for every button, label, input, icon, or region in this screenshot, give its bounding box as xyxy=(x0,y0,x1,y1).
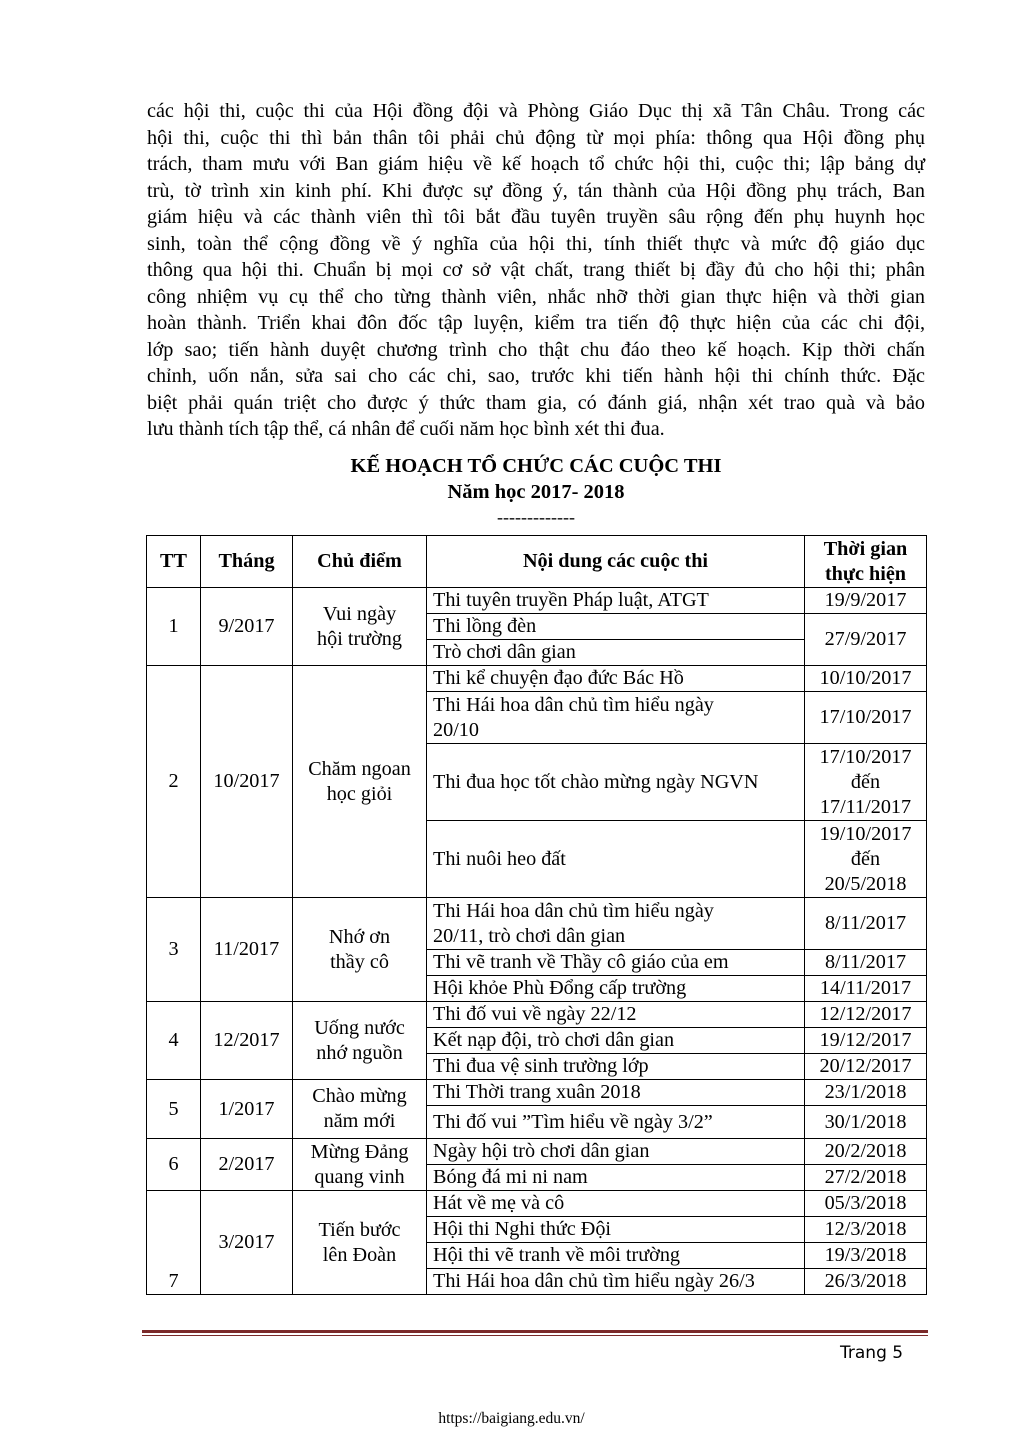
row-tt: 3 xyxy=(147,898,201,1002)
content-line: Thi Hái hoa dân chủ tìm hiểu ngày xyxy=(433,899,714,922)
table-row xyxy=(147,898,927,950)
time-line: đến xyxy=(850,770,881,793)
row-content: Thi lồng đèn xyxy=(427,614,805,640)
theme-line: Nhớ ơn xyxy=(328,925,391,948)
table-row xyxy=(147,1080,927,1106)
header-time-line: thực hiện xyxy=(824,562,907,585)
content-line: 20/11, trò chơi dân gian xyxy=(433,924,626,947)
header-time xyxy=(805,536,927,588)
time-line: 20/5/2018 xyxy=(824,872,907,895)
row-content: Hội khỏe Phù Đổng cấp trường xyxy=(427,976,805,1002)
theme-line: quang vinh xyxy=(314,1165,405,1188)
row-time: 27/2/2018 xyxy=(805,1165,927,1191)
row-content: Thi đố vui về ngày 22/12 xyxy=(427,1002,805,1028)
table-row xyxy=(147,588,927,614)
theme-line: Chào mừng xyxy=(312,1085,407,1107)
row-time: 19/12/2017 xyxy=(805,1028,927,1054)
header-theme: Chủ điểm xyxy=(293,536,427,588)
row-tt: 5 xyxy=(147,1080,201,1139)
row-content xyxy=(427,898,805,950)
paragraph-line: trù, tờ trình xin kinh phí. Khi được sự đồng ý, tán thành của Hội đồng phụ trách, Ban xyxy=(147,179,925,202)
time-line: 19/10/2017 xyxy=(819,822,912,845)
table-row xyxy=(147,1002,927,1028)
content-line: Thi Hái hoa dân chủ tìm hiểu ngày xyxy=(433,693,714,716)
row-tt: 6 xyxy=(147,1139,201,1191)
header-content: Nội dung các cuộc thi xyxy=(427,536,805,588)
theme-line: thầy cô xyxy=(330,950,389,973)
row-content: Thi đố vui ”Tìm hiểu về ngày 3/2” xyxy=(427,1106,805,1139)
row-time: 14/11/2017 xyxy=(805,976,927,1002)
paragraph-line: hoàn thành. Triển khai đôn đốc tập luyện, kiểm tra tiến độ thực hiện của các chi đội, xyxy=(147,312,925,334)
theme-line: Vui ngày xyxy=(322,602,397,625)
paragraph-line: lớp sao; tiến hành duyệt chương trình cho thật chu đáo theo kế hoạch. Kịp thời chấn xyxy=(147,338,925,361)
row-time: 10/10/2017 xyxy=(805,666,927,692)
row-month: 9/2017 xyxy=(201,588,293,666)
table-row xyxy=(147,1191,927,1217)
row-time: 12/3/2018 xyxy=(805,1217,927,1243)
row-time: 05/3/2018 xyxy=(805,1191,927,1217)
row-time: 20/12/2017 xyxy=(805,1054,927,1080)
row-month: 12/2017 xyxy=(201,1002,293,1080)
paragraph-line: sinh, toàn thể cộng đồng về ý nghĩa của hội thi, tính thiết thực và mức độ giáo dục xyxy=(147,232,925,255)
theme-line: Mừng Đảng xyxy=(310,1140,409,1163)
row-time: 26/3/2018 xyxy=(805,1269,927,1295)
paragraph-line: chỉnh, uốn nắn, sửa sai cho các chi, sao, trước khi tiến hành hội thi chính thức. Đặc xyxy=(147,365,925,387)
paragraph-line: các hội thi, cuộc thi của Hội đồng đội và Phòng Giáo Dục thị xã Tân Châu. Trong các xyxy=(147,100,925,122)
row-time: 12/12/2017 xyxy=(805,1002,927,1028)
theme-line: Tiến bước xyxy=(318,1218,401,1241)
header-tt: TT xyxy=(147,536,201,588)
row-content: Kết nạp đội, trò chơi dân gian xyxy=(427,1028,805,1054)
row-time xyxy=(805,821,927,898)
plan-subtitle: Năm học 2017- 2018 xyxy=(447,481,625,503)
time-line: đến xyxy=(850,847,881,870)
row-theme xyxy=(293,588,427,666)
row-content: Ngày hội trò chơi dân gian xyxy=(427,1139,805,1165)
row-time: 27/9/2017 xyxy=(805,614,927,666)
row-tt: 4 xyxy=(147,1002,201,1080)
row-content: Hát về mẹ và cô xyxy=(427,1191,805,1217)
row-time: 20/2/2018 xyxy=(805,1139,927,1165)
row-theme xyxy=(293,1191,427,1295)
row-content: Bóng đá mi ni nam xyxy=(427,1165,805,1191)
row-theme xyxy=(293,898,427,1002)
row-time: 19/9/2017 xyxy=(805,588,927,614)
row-month: 10/2017 xyxy=(201,666,293,898)
row-content: Hội thi vẽ tranh về môi trường xyxy=(427,1243,805,1269)
row-theme xyxy=(293,666,427,898)
row-time: 23/1/2018 xyxy=(805,1080,927,1106)
row-month: 1/2017 xyxy=(201,1080,293,1139)
row-content xyxy=(427,692,805,744)
paragraph-line: lưu thành tích tập thể, cá nhân để cuối năm học bình xét thi đua. xyxy=(147,418,665,440)
body-paragraph xyxy=(147,98,925,443)
paragraph-line: biệt phải quán triệt cho được ý thức tham gia, có đánh giá, nhận xét trao quà và bảo xyxy=(147,391,925,414)
row-tt: 1 xyxy=(147,588,201,666)
row-time xyxy=(805,744,927,821)
row-time: 8/11/2017 xyxy=(805,898,927,950)
row-content: Trò chơi dân gian xyxy=(427,640,805,666)
row-month: 11/2017 xyxy=(201,898,293,1002)
table-row xyxy=(147,666,927,692)
row-content: Thi kể chuyện đạo đức Bác Hồ xyxy=(427,666,805,692)
footer-url: https://baigiang.edu.vn/ xyxy=(438,1410,585,1427)
theme-line: năm mới xyxy=(323,1110,396,1132)
row-month: 3/2017 xyxy=(201,1191,293,1295)
footer-rule xyxy=(142,1330,928,1333)
row-time: 17/10/2017 xyxy=(805,692,927,744)
paragraph-line: trách, tham mưu với Ban giám hiệu về kế hoạch tổ chức hội thi, cuộc thi; lập bảng dự xyxy=(147,153,925,175)
time-line: 17/11/2017 xyxy=(819,795,912,818)
row-theme xyxy=(293,1080,427,1139)
table-row xyxy=(147,1139,927,1165)
plan-title: KẾ HOẠCH TỔ CHỨC CÁC CUỘC THI xyxy=(350,455,722,477)
row-time: 19/3/2018 xyxy=(805,1243,927,1269)
theme-line: Uống nước xyxy=(314,1016,405,1039)
theme-line: lên Đoàn xyxy=(322,1243,397,1266)
row-month: 2/2017 xyxy=(201,1139,293,1191)
row-content: Thi tuyên truyền Pháp luật, ATGT xyxy=(427,588,805,614)
content-line: 20/10 xyxy=(433,718,479,741)
row-content: Thi đua học tốt chào mừng ngày NGVN xyxy=(427,744,805,821)
row-content: Thi vẽ tranh về Thầy cô giáo của em xyxy=(427,950,805,976)
row-content: Thi đua vệ sinh trường lớp xyxy=(427,1054,805,1080)
row-content: Thi nuôi heo đất xyxy=(427,821,805,898)
row-content: Hội thi Nghi thức Đội xyxy=(427,1217,805,1243)
row-tt: 2 xyxy=(147,666,201,898)
paragraph-line: giám hiệu và các thành viên thì tôi bắt đầu tuyên truyền sâu rộng đến phụ huynh học xyxy=(147,206,925,228)
theme-line: học giỏi xyxy=(326,782,393,805)
time-line: 17/10/2017 xyxy=(819,745,912,768)
contest-plan-table xyxy=(146,535,927,1295)
footer-rule-thin xyxy=(142,1335,928,1336)
header-time-line: Thời gian xyxy=(823,537,908,560)
theme-line: Chăm ngoan xyxy=(308,757,411,780)
row-tt: 7 xyxy=(147,1191,201,1295)
row-content: Thi Thời trang xuân 2018 xyxy=(427,1080,805,1106)
title-separator: ------------- xyxy=(497,507,575,527)
paragraph-line: hội thi, cuộc thi thì bản thân tôi phải chủ động từ mọi phía: thông qua Hội đồng phụ xyxy=(147,126,925,149)
row-theme xyxy=(293,1002,427,1080)
row-theme xyxy=(293,1139,427,1191)
paragraph-line: công nhiệm vụ cụ thể cho từng thành viên, nhắc nhỡ thời gian thực hiện và thời gian xyxy=(147,285,925,308)
paragraph-line: thông qua hội thi. Chuẩn bị mọi cơ sở vật chất, trang thiết bị đầy đủ cho hội thi; phân xyxy=(147,259,925,281)
row-time: 30/1/2018 xyxy=(805,1106,927,1139)
theme-line: nhớ nguồn xyxy=(316,1041,403,1064)
theme-line: hội trường xyxy=(317,627,402,650)
row-content: Thi Hái hoa dân chủ tìm hiểu ngày 26/3 xyxy=(427,1269,805,1295)
table-header-row xyxy=(147,536,927,588)
header-month: Tháng xyxy=(201,536,293,588)
row-time: 8/11/2017 xyxy=(805,950,927,976)
page-number: Trang 5 xyxy=(840,1343,904,1363)
